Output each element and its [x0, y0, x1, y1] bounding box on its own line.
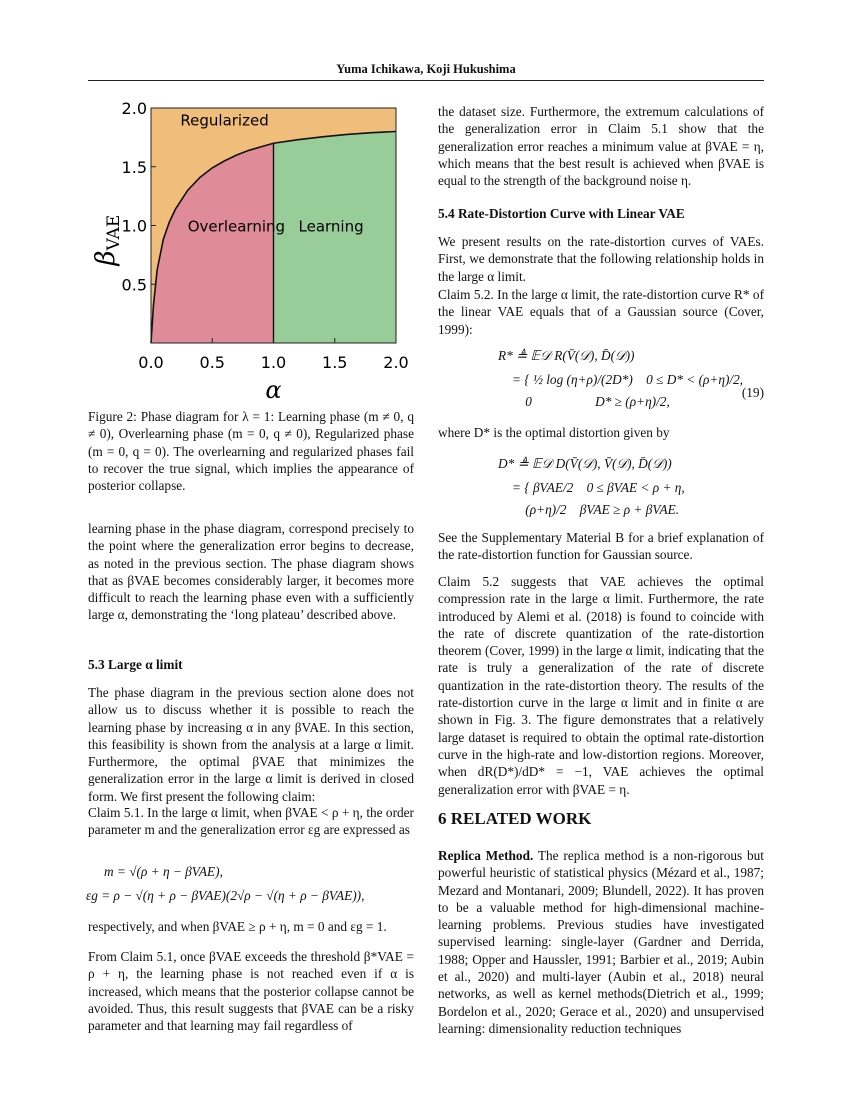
- region-learning: [274, 132, 397, 344]
- section-5-3-heading: 5.3 Large α limit: [88, 657, 183, 672]
- x-tick-label: 0.0: [138, 353, 164, 372]
- equation-eg: εg = ρ − √(η + ρ − βVAE)(2√ρ − √(η + ρ − βVAE)),: [86, 888, 365, 903]
- equation-m: m = √(ρ + η − βVAE),: [104, 864, 223, 879]
- equation-number-19: (19): [741, 385, 764, 400]
- replica-method-body: The replica method is a non-rigorous but powerful heuristic of statistical physics (Mézard et al., 1987; Mezard and Montanari, 2009; Blundell, 2022). It has proven to be a valuable method for high-dimensional machine-learning problems. Previous studies have investigated supervised learning: single-layer (Gardner and Derrida, 1988; Opper and Haussler, 1991; Barbier et al., 2019; Aubin et al., 2020) and multi-layer (Aubin et al., 2018) neural networks, as well as kernel methods(Dietrich et al., 1999; Bordelon et al., 2020; Gerace et al., 2020) and unsupervised learning: dimensionality reduction techniques: [438, 848, 764, 1036]
- running-header: Yuma Ichikawa, Koji Hukushima: [336, 62, 516, 76]
- region-label-learning: Learning: [298, 217, 364, 236]
- equation-D-line2: = { βVAE/2 0 ≤ βVAE < ρ + η,: [512, 480, 685, 495]
- section-6-heading: 6 RELATED WORK: [438, 809, 592, 828]
- left-paragraph-1: learning phase in the phase diagram, correspond precisely to the point where the generalization error begins to decrease, as noted in the previous section. The phase diagram shows that as βVAE becomes considerably larger, it becomes more difficult to reach the learning phase even with a sufficiently large α, demonstrating the ‘long plateau’ described above.: [88, 521, 414, 623]
- equation-D-line1: D* ≜ 𝔼𝒟 D(V̄(𝒟), V̄(𝒟), D̄(𝒟)): [498, 456, 672, 471]
- x-tick-label: 1.5: [322, 353, 348, 372]
- claim-5-2: Claim 5.2. In the large α limit, the rate-distortion curve R* of the linear VAE equals that of a Gaussian source (Cover, 1999):: [438, 287, 764, 337]
- right-paragraph-2: We present results on the rate-distortion curves of VAEs. First, we demonstrate that the following relationship holds in the large α limit.: [438, 234, 764, 284]
- left-paragraph-3: respectively, and when βVAE ≥ ρ + η, m = 0 and εg = 1.: [88, 919, 387, 934]
- region-label-regularized: Regularized: [180, 111, 269, 130]
- right-paragraph-1: the dataset size. Furthermore, the extremum calculations of the generalization error in Claim 5.1 show that the generalization error reaches a minimum value at βVAE = η, which means that the best result is achieved when βVAE is equal to the strength of the background noise η.: [438, 104, 764, 189]
- replica-method-heading: Replica Method.: [438, 848, 534, 863]
- x-tick-label: 2.0: [383, 353, 409, 372]
- x-tick-label: 1.0: [260, 353, 287, 372]
- region-label-overlearning: Overlearning: [187, 217, 286, 236]
- section-5-4-heading: 5.4 Rate-Distortion Curve with Linear VAE: [438, 206, 685, 221]
- phase-diagram-chart: [88, 96, 414, 406]
- y-tick-label: 0.5: [121, 275, 147, 295]
- header-rule: [88, 80, 764, 81]
- figure-caption: Figure 2: Phase diagram for λ = 1: Learning phase (m ≠ 0, q ≠ 0), Overlearning phase (m = 0, q ≠ 0), Regularized phase (m = 0, q = 0). The overlearning and regularized phases fail to recover the true signal, which implies the appearance of posterior collapse.: [88, 409, 414, 494]
- x-tick-label: 0.5: [199, 353, 225, 372]
- left-paragraph-2: The phase diagram in the previous section alone does not allow us to discuss whether it is possible to reach the learning phase by increasing α in any βVAE. In this section, this feasibility is shown from the analysis at a large α limit. Furthermore, the optimal βVAE that minimizes the generalization error in the large α limit is derived in closed form. We first present the following claim:: [88, 685, 414, 804]
- right-paragraph-4: Claim 5.2 suggests that VAE achieves the optimal compression rate in the large α limit. Furthermore, the rate introduced by Alemi et al. (2018) is found to coincide with the rate of discrete quantization of the rate-distortion theorem (Cover, 1999) in the large α limit, indicating that the rate is truly a generalization of the rate of discrete quantization in the rate-distortion theory. The results of the rate-distortion curve in the large α limit and in finite α are shown in Fig. 3. The figure demonstrates that a relatively large dataset is required to obtain the optimal rate-distortion curve in the high-rate and low-distortion regions. Moreover, when dR(D*)/dD* = −1, VAE achieves the optimal generalization error with βVAE = η.: [438, 574, 764, 797]
- y-tick-label: 1.0: [121, 216, 147, 236]
- left-paragraph-4: From Claim 5.1, once βVAE exceeds the threshold β*VAE = ρ + η, the learning phase is not reached even if α is increased, which means that the posterior collapse cannot be avoided. Thus, this result suggests that βVAE can be a risky parameter and that learning may fail regardless of: [88, 949, 414, 1034]
- equation-19-line2: = { ½ log (η+ρ)/(2D*) 0 ≤ D* < (ρ+η)/2,: [512, 372, 744, 387]
- y-axis-label: βVAE: [91, 214, 124, 266]
- x-axis-label: α: [265, 376, 282, 404]
- y-tick-label: 2.0: [121, 99, 147, 118]
- equation-D-line3: (ρ+η)/2 βVAE ≥ ρ + βVAE.: [512, 502, 680, 517]
- equation-19-line1: R* ≜ 𝔼𝒟 R(V̄(𝒟), D̄(𝒟)): [498, 348, 635, 363]
- where-text: where D* is the optimal distortion given by: [438, 425, 670, 440]
- equation-19-line3: 0 D* ≥ (ρ+η)/2,: [512, 394, 670, 409]
- replica-method-paragraph: [438, 847, 764, 1037]
- right-paragraph-3: See the Supplementary Material B for a brief explanation of the rate-distortion function for Gaussian source.: [438, 530, 764, 563]
- claim-5-1: Claim 5.1. In the large α limit, when βVAE < ρ + η, the order parameter m and the generalization error εg are expressed as: [88, 805, 414, 838]
- y-tick-label: 1.5: [121, 157, 147, 177]
